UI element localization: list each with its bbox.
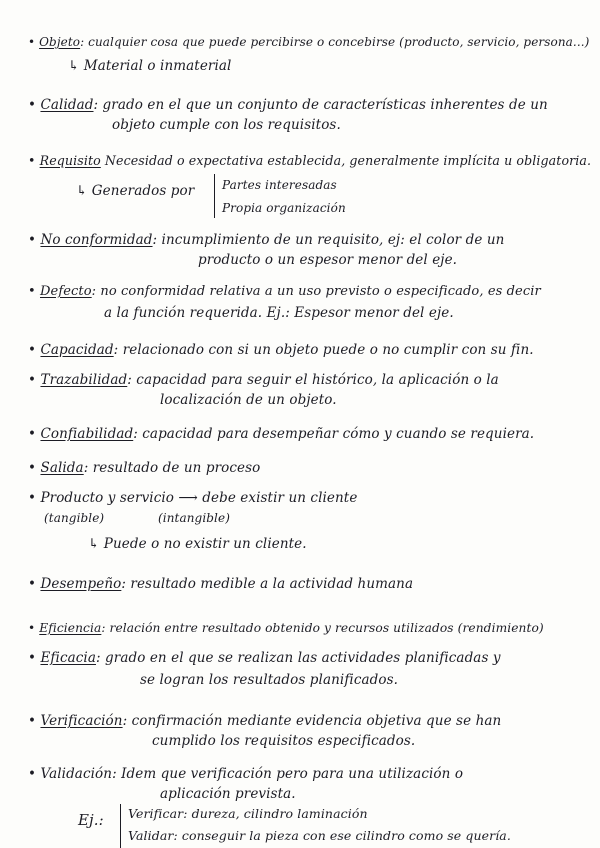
producto-servicio-line: Producto y servicio ⟶ debe existir un cliente: [40, 490, 358, 506]
def-objeto-2: ↳ Material o inmaterial: [68, 58, 232, 74]
def-verificacion-1: : confirmación mediante evidencia objetiva que se han: [122, 713, 502, 729]
term-calidad: Calidad: [40, 97, 94, 113]
term-capacidad: Capacidad: [40, 342, 114, 358]
def-no-conformidad-2: producto o un espesor menor del eje.: [198, 252, 458, 268]
requisito-opcion-2: Propia organización: [222, 201, 346, 215]
term-defecto: Defecto: [40, 284, 92, 299]
entry-confiabilidad: • Confiabilidad: capacidad para desempeñar cómo y cuando se requiera.: [28, 426, 535, 442]
def-eficacia-2: se logran los resultados planificados.: [140, 672, 399, 688]
entry-trazabilidad: • Trazabilidad: capacidad para seguir el histórico, la aplicación o la: [28, 372, 499, 388]
def-capacidad-1: : relacionado con si un objeto puede o no cumplir con su fin.: [113, 342, 534, 358]
def-confiabilidad-1: : capacidad para desempeñar cómo y cuando se requiera.: [133, 426, 535, 442]
ejemplo-verificar: Verificar: durezа, cilindro laminación: [128, 806, 368, 821]
entry-salida: • Salida: resultado de un proceso: [28, 460, 261, 476]
ejemplo-validar: Validar: conseguir la pieza con ese cilindro como se quería.: [128, 828, 511, 843]
term-eficacia: Eficacia: [40, 650, 96, 666]
term-desempeno: Desempeño: [40, 576, 122, 592]
def-calidad-2: objeto cumple con los requisitos.: [112, 117, 341, 133]
term-trazabilidad: Trazabilidad: [40, 372, 128, 388]
servicio-intangible: (intangible): [158, 511, 230, 525]
def-defecto-2: a la función requerida. Ej.: Espesor menor del eje.: [104, 305, 454, 321]
term-validacion: Validación: [40, 766, 113, 782]
def-trazabilidad-2: localización de un objeto.: [160, 392, 337, 408]
def-validacion-1: : Idem que verificación pero para una utilización o: [112, 766, 464, 782]
term-verificacion: Verificación: [40, 713, 123, 729]
def-objeto-1: : cualquier cosa que puede percibirse o concebirse (producto, servicio, persona...): [80, 35, 590, 49]
bracket-validacion: [120, 804, 121, 848]
entry-defecto: • Defecto: no conformidad relativa a un uso previsto o especificado, es decir: [28, 284, 541, 299]
entry-verificacion: • Verificación: confirmación mediante evidencia objetiva que se han: [28, 713, 502, 729]
entry-capacidad: • Capacidad: relacionado con si un objeto puede o no cumplir con su fin.: [28, 342, 534, 358]
term-no-conformidad: No conformidad: [40, 232, 153, 248]
validacion-ej: Ej.:: [78, 811, 104, 829]
def-eficiencia-1: : relación entre resultado obtenido y recursos utilizados (rendimiento): [101, 621, 544, 635]
producto-cliente: ↳ Puede o no existir un cliente.: [88, 536, 307, 552]
entry-requisito: • Requisito Necesidad o expectativa establecida, generalmente implícita u obligatoria.: [28, 153, 592, 168]
entry-calidad: • Calidad: grado en el que un conjunto de características inherentes de un: [28, 97, 548, 113]
def-eficacia-1: : grado en el que se realizan las actividades planificadas y: [95, 650, 501, 666]
requisito-opcion-1: Partes interesadas: [222, 178, 337, 192]
bracket-requisito: [214, 174, 215, 218]
def-requisito-1: Necesidad o expectativa establecida, generalmente implícita u obligatoria.: [100, 153, 592, 168]
entry-desempeno: • Desempeño: resultado medible a la actividad humana: [28, 576, 414, 592]
entry-validacion: • Validación: Idem que verificación pero para una utilización o: [28, 766, 464, 782]
entry-producto-servicio: • Producto y servicio ⟶ debe existir un cliente: [28, 490, 358, 506]
generados-por: ↳ Generados por: [76, 183, 195, 199]
term-eficiencia: Eficiencia: [39, 621, 102, 635]
term-requisito: Requisito: [39, 153, 101, 168]
term-objeto: Objeto: [39, 35, 81, 49]
def-defecto-1: : no conformidad relativa a un uso previsto o especificado, es decir: [91, 284, 541, 299]
def-calidad-1: : grado en el que un conjunto de características inherentes de un: [93, 97, 548, 113]
def-verificacion-2: cumplido los requisitos especificados.: [152, 733, 416, 749]
entry-eficiencia: • Eficiencia: relación entre resultado obtenido y recursos utilizados (rendimiento): [28, 621, 544, 635]
term-confiabilidad: Confiabilidad: [40, 426, 134, 442]
def-desempeno-1: : resultado medible a la actividad humana: [121, 576, 414, 592]
term-salida: Salida: [40, 460, 84, 476]
def-salida-1: : resultado de un proceso: [83, 460, 261, 476]
entry-objeto: • Objeto: cualquier cosa que puede percibirse o concebirse (producto, servicio, persona...): [28, 35, 590, 49]
def-trazabilidad-1: : capacidad para seguir el histórico, la aplicación o la: [127, 372, 499, 388]
producto-tangible: (tangible): [44, 511, 105, 525]
def-no-conformidad-1: : incumplimiento de un requisito, ej: el color de un: [152, 232, 505, 248]
entry-eficacia: • Eficacia: grado en el que se realizan las actividades planificadas y: [28, 650, 501, 666]
entry-no-conformidad: • No conformidad: incumplimiento de un requisito, ej: el color de un: [28, 232, 505, 248]
def-validacion-2: aplicación prevista.: [160, 786, 296, 802]
